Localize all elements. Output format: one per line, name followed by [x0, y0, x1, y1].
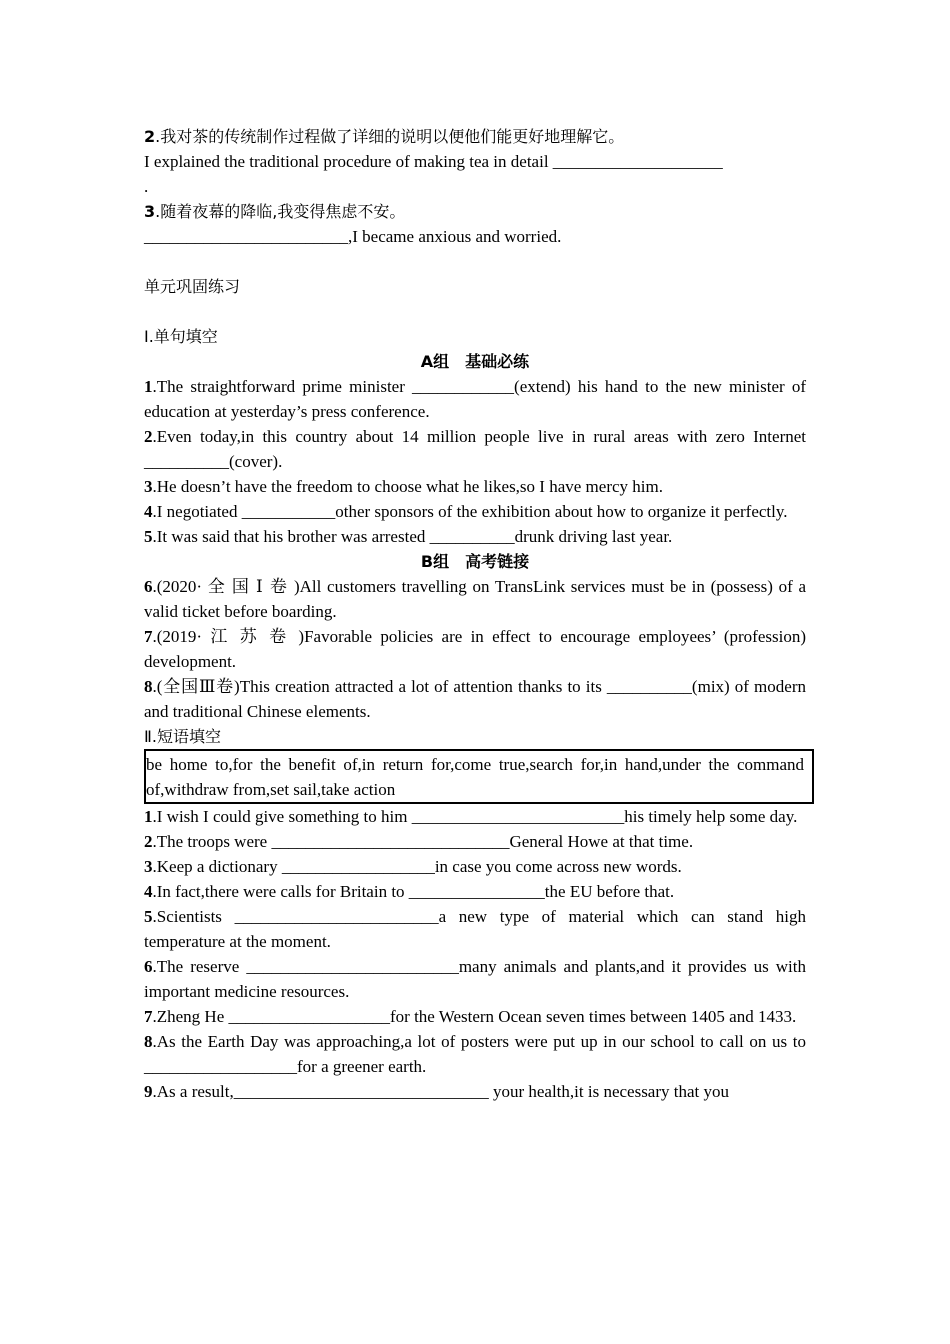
document-page — [144, 124, 806, 1104]
phrase-item-3: 3.Keep a dictionary __________________in case you come across new words. — [144, 857, 682, 876]
exercise-item-6: 6.(2020· 全 国 Ⅰ 卷 )All customers travelling on TransLink services must be in (possess) of a valid ticket before boarding. — [144, 577, 806, 621]
exercise-item-3: 3.He doesn’t have the freedom to choose what he likes,so I have mercy him. — [144, 477, 663, 496]
phrase-item-7: 7.Zheng He ___________________for the Western Ocean seven times between 1405 and 1433. — [144, 1007, 797, 1026]
unit-title: 单元巩固练习 — [144, 277, 241, 296]
phrase-item-5: 5.Scientists ________________________a new type of material which can stand high temperature at the moment. — [144, 907, 806, 951]
exercise-item-5: 5.It was said that his brother was arrested __________drunk driving last year. — [144, 527, 673, 546]
section-2-title: Ⅱ.短语填空 — [144, 727, 221, 746]
group-b-heading: B组 高考链接 — [420, 552, 530, 571]
exercise-item-2: 2.Even today,in this country about 14 million people live in rural areas with zero Internet __________(cover). — [144, 427, 806, 471]
translation-item-3-english: ________________________,I became anxious and worried. — [144, 227, 562, 246]
phrase-item-2: 2.The troops were ____________________________General Howe at that time. — [144, 832, 694, 851]
phrase-item-6: 6.The reserve _________________________many animals and plants,and it provides us with important medicine resources. — [144, 957, 806, 1001]
phrase-item-4: 4.In fact,there were calls for Britain to ________________the EU before that. — [144, 882, 675, 901]
exercise-item-4: 4.I negotiated ___________other sponsors of the exhibition about how to organize it perfectly. — [144, 502, 788, 521]
phrase-item-8: 8.As the Earth Day was approaching,a lot of posters were put up in our school to call on us to __________________for a greener earth. — [144, 1032, 806, 1076]
exercise-item-8: 8.(全国Ⅲ卷)This creation attracted a lot of attention thanks to its __________(mix) of modern and traditional Chinese elements. — [144, 677, 806, 721]
exercise-item-7: 7.(2019· 江 苏 卷 )Favorable policies are in effect to encourage employees’ (profession) development. — [144, 627, 806, 671]
translation-item-2-english: I explained the traditional procedure of making tea in detail ____________________ — [144, 152, 723, 171]
phrase-word-box — [144, 749, 814, 804]
exercise-item-1: 1.The straightforward prime minister ____________(extend) his hand to the new minister of education at yesterday’s press conference. — [144, 377, 806, 421]
phrase-item-9: 9.As a result,______________________________ your health,it is necessary that you — [144, 1082, 730, 1101]
phrase-list: be home to,for the benefit of,in return for,come true,search for,in hand,under the command of,withdraw from,set sail,take action — [146, 755, 804, 799]
translation-item-2-period: . — [144, 177, 149, 196]
section-1-title: Ⅰ.单句填空 — [144, 327, 218, 346]
group-a-heading: A组 基础必练 — [420, 352, 530, 371]
phrase-item-1: 1.I wish I could give something to him _________________________his timely help some day. — [144, 807, 798, 826]
translation-item-3-chinese: 3.随着夜幕的降临,我变得焦虑不安。 — [144, 202, 406, 221]
translation-item-2-chinese: 2.我对茶的传统制作过程做了详细的说明以便他们能更好地理解它。 — [144, 127, 625, 146]
